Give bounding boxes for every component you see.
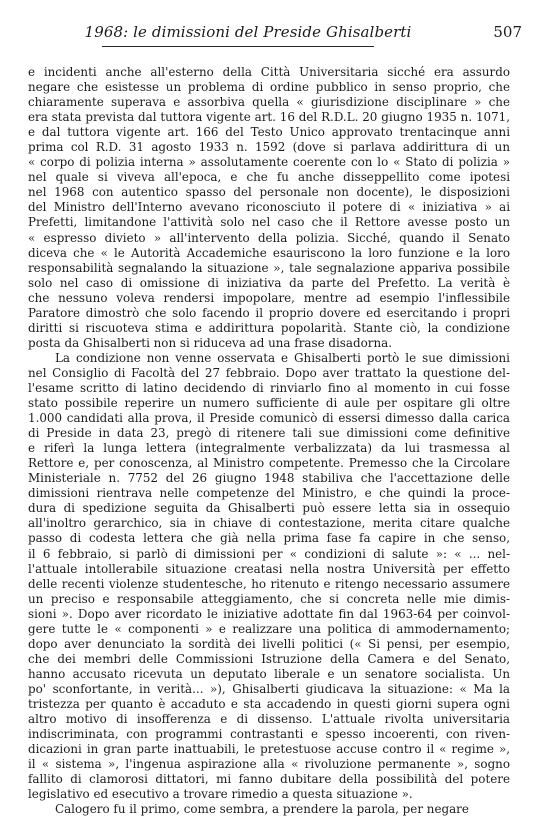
running-head [28,22,522,44]
text-line: gere tutte le « componenti » e realizzare una politica di ammodernamento; [28,621,510,636]
header-rule [102,46,374,47]
text-line: diritti si riscuoteva stima e addirittura popolarità. Stante ciò, la condizione [28,320,510,335]
text-line: legislativo ed esecutivo a trovare rimedio a questa situazione ». [28,787,413,802]
text-line: il 6 febbraio, si parlò di dimissioni per « condizioni di salute »: « ... nel- [28,546,510,561]
text-line: e dal tuttora vigente art. 166 del Testo Unico approvato trentacinque anni [28,125,510,140]
text-line: l'esame scritto di latino decidendo di rinviarlo fino al momento in cui fosse [28,380,510,395]
text-line: Ministeriale n. 7752 del 26 giugno 1948 stabiliva che l'accettazione delle [28,471,510,486]
text-line: hanno accusato ricevuta un deputato liberale e un senatore socialista. Un [28,666,510,681]
text-line: La condizione non venne osservata e Ghisalberti portò le sue dimissioni [55,350,510,365]
text-line: nel quale si viveva all'epoca, e che fu anche disseppellito come ipotesi [28,170,510,185]
text-line: altro motivo di insofferenza e di dissenso. L'attuale rivolta universitaria [28,712,510,727]
text-line: dopo aver denunciato la sordità dei livelli politici (« Si pensi, per esempio, [28,636,510,651]
text-line: passo di codesta lettera che già nella prima fase fa capire in che senso, [28,531,510,546]
text-line: dimissioni rientrava nelle competenze del Ministro, e che quindi la proce- [28,486,510,501]
text-line: l'attuale intollerabile situazione creatasi nella nostra Università per effetto [28,561,510,576]
text-line: fallito di clamorosi dittatori, mi fanno dubitare della possibilità del potere [28,772,510,787]
page-number: 507 [493,23,522,41]
body-text [28,65,510,817]
text-line: Calogero fu il primo, come sembra, a prendere la parola, per negare [55,802,469,817]
text-line: delle recenti violenze studentesche, ho ritenuto e ritengo necessario assumere [28,576,510,591]
text-line: « corpo di polizia interna » assolutamente coerente con lo « Stato di polizia » [28,155,510,170]
text-line: di Preside in data 23, pregò di ritenere tali sue dimissioni come definitive [28,426,510,441]
text-line: del Ministro dell'Interno avevano riconosciuto il potere di « iniziativa » ai [28,200,510,215]
text-line: all'inoltro gerarchico, sia in chiave di contestazione, merita citare qualche [28,516,510,531]
text-line: e incidenti anche all'esterno della Città Universitaria sicché era assurdo [28,65,510,79]
text-line: Prefetti, limitandone l'attività solo nel caso che il Rettore avesse posto un [28,215,510,230]
running-title: 1968: le dimissioni del Preside Ghisalberti [84,23,412,41]
text-line: e riferì la lunga lettera (integralmente verbalizzata) da lui trasmessa al [28,441,510,456]
text-line: diceva che « le Autorità Accademiche esauriscono la loro funzione e la loro [28,245,510,260]
text-line: Rettore e, per conoscenza, al Ministro competente. Premesso che la Circolare [28,456,510,471]
text-line: posta da Ghisalberti non si riduceva ad una frase disadorna. [28,335,392,350]
text-line: che nessuno voleva rendersi impopolare, mentre ad esempio l'inflessibile [28,290,510,305]
text-line: un preciso e responsabile atteggiamento, che si concreta nelle mie dimis- [28,591,510,606]
text-line: che dei membri delle Commissioni Istruzione della Camera e del Senato, [28,651,510,666]
text-line: 1.000 candidati alla prova, il Preside comunicò di essersi dimesso dalla carica [28,411,510,426]
text-line: solo nel caso di omissione di iniziativa da parte del Prefetto. La verità è [28,275,510,290]
text-line: Paratore dimostrò che solo facendo il proprio dovere ed esercitando i propri [28,305,510,320]
text-line: stato possibile reperire un numero sufficiente di aule per ospitare gli oltre [28,396,510,411]
text-line: sioni ». Dopo aver ricordato le iniziative adottate fin dal 1963-64 per coinvol- [28,606,510,621]
text-line: era stata prevista dal tuttora vigente art. 16 del R.D.L. 20 giugno 1935 n. 1071, [28,110,510,125]
text-line: nel 1968 con autentico spasso del personale non docente), le disposizioni [28,185,510,200]
text-line: responsabilità segnalando la situazione », tale segnalazione appariva possibile [28,260,510,275]
text-line: tristezza per quanto è accaduto e sta accadendo in questi giorni supera ogni [28,696,510,711]
text-line: « espresso divieto » all'intervento della polizia. Sicché, quando il Senato [28,230,510,245]
text-line: indiscriminata, con programmi contrastanti e spesso incoerenti, con riven- [28,727,510,742]
text-line: il « sistema », l'ingenua aspirazione alla « rivoluzione permanente », sogno [28,757,510,772]
text-line: prima col R.D. 31 agosto 1933 n. 1592 (dove si parlava addirittura di un [28,140,510,155]
text-line: po' sconfortante, in verità... »), Ghisalberti giudicava la situazione: « Ma la [28,681,510,696]
text-line: nel Consiglio di Facoltà del 27 febbraio. Dopo aver trattato la questione del- [28,365,510,380]
text-line: negare che esistesse un problema di ordine pubblico in senso proprio, che [28,80,510,95]
text-line: dicazioni in gran parte inattuabili, le pretestuose accuse contro il « regime », [28,742,510,757]
text-line: dura di spedizione seguita da Ghisalberti può essere letta sia in ossequio [28,501,510,516]
text-line: chiaramente superava e assorbiva quella « giurisdizione disciplinare » che [28,95,510,110]
